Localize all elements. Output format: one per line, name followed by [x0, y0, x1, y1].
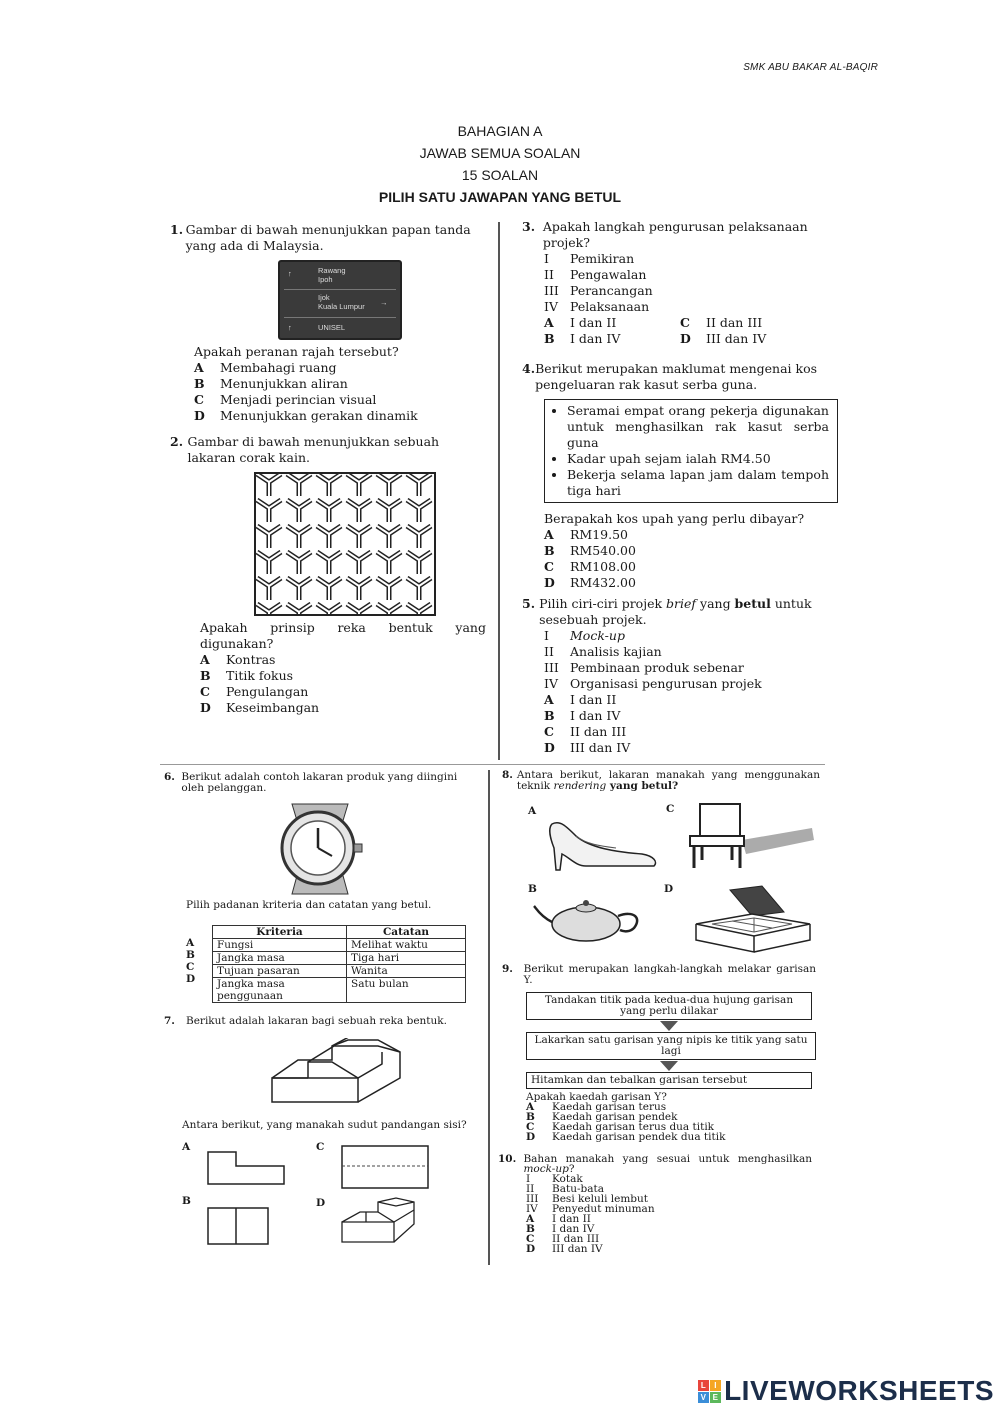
question-5	[522, 596, 838, 756]
q7-label-b: B	[182, 1195, 191, 1207]
q6-number: 6.	[164, 771, 175, 783]
q4-option-a[interactable]: A RM19.50	[544, 527, 628, 542]
q1-option-c[interactable]: C Menjadi perincian visual	[194, 392, 377, 407]
q1-option-d[interactable]: D Menunjukkan gerakan dinamik	[194, 408, 418, 423]
sign-line-3: Ijok	[318, 293, 330, 302]
header-line-2: JAWAB SEMUA SOALAN	[419, 145, 581, 161]
q1-question-block	[194, 344, 494, 424]
road-sign-image	[278, 260, 402, 340]
q10-item-1: I Kotak	[526, 1173, 583, 1185]
q8-label-b: B	[528, 883, 537, 895]
q10-option-b[interactable]: B I dan IV	[526, 1223, 595, 1235]
q8-text: Antara berikut, lakaran manakah yang menggunakan teknik rendering yang betul?	[516, 769, 820, 792]
q5-item-2: II Analisis kajian	[544, 644, 662, 659]
q7-option-b-image[interactable]	[206, 1206, 270, 1246]
question-3	[522, 219, 842, 347]
section-header	[0, 120, 1000, 208]
q2-text: Gambar di bawah menunjukkan sebuah lakaran corak kain.	[187, 434, 440, 465]
q9-text: Berikut merupakan langkah-langkah melakar garisan Y.	[523, 963, 816, 986]
q5-option-c[interactable]: C II dan III	[544, 724, 627, 739]
q10-option-c[interactable]: C II dan III	[526, 1233, 600, 1245]
q8-label-c: C	[666, 803, 675, 815]
q9-question: Apakah kaedah garisan Y?	[526, 1091, 667, 1103]
q3-option-d[interactable]: D III dan IV	[680, 331, 767, 346]
q10-option-a[interactable]: A I dan II	[526, 1213, 591, 1225]
liveworksheets-brand	[698, 1375, 994, 1407]
q8-label-a: A	[528, 805, 537, 817]
q7-label-a: A	[182, 1141, 191, 1153]
column-divider-top	[498, 222, 500, 760]
q3-item-2: II Pengawalan	[544, 267, 647, 282]
q2-option-d[interactable]: D Keseimbangan	[200, 700, 320, 715]
arrow-down-icon	[660, 1061, 678, 1071]
q6-row-b[interactable]: Jangka masa Tiga hari	[213, 952, 466, 965]
q4-bullet-1: • Seramai empat orang pekerja digunakan untuk menghasilkan rak kasut serba guna	[567, 403, 829, 451]
q5-number: 5.	[522, 596, 536, 611]
watch-image	[262, 800, 378, 896]
q5-item-3: III Pembinaan produk sebenar	[544, 660, 744, 675]
q3-item-4: IV Pelaksanaan	[544, 299, 650, 314]
q2-option-a[interactable]: A Kontras	[200, 652, 276, 667]
school-name: SMK ABU BAKAR AL-BAQIR	[743, 62, 878, 73]
q9-steps-flow	[526, 992, 812, 1089]
q2-question-block	[200, 620, 486, 716]
q7-text: Berikut adalah lakaran bagi sebuah reka bentuk.	[186, 1015, 447, 1027]
sign-line-1: Rawang	[318, 266, 346, 275]
q1-text: Gambar di bawah menunjukkan papan tanda yang ada di Malaysia.	[185, 222, 471, 253]
q6-col-catatan: Catatan	[347, 926, 466, 939]
q1-option-b[interactable]: B Menunjukkan aliran	[194, 376, 348, 391]
q4-info-box	[544, 399, 838, 503]
stairs-3d-image	[268, 1038, 408, 1106]
question-2	[170, 434, 488, 466]
liveworksheets-wordmark: LIVEWORKSHEETS	[724, 1375, 994, 1406]
q2-option-c[interactable]: C Pengulangan	[200, 684, 309, 699]
question-8	[502, 770, 820, 792]
q10-item-3: III Besi keluli lembut	[526, 1193, 648, 1205]
q2-number: 2.	[170, 434, 184, 449]
q9-step-1: Tandakan titik pada kedua-dua hujung garisan yang perlu dilakar	[526, 992, 812, 1020]
q7-number: 7.	[164, 1015, 175, 1027]
q5-option-d[interactable]: D III dan IV	[544, 740, 631, 755]
q8-option-d-box-image[interactable]	[692, 884, 814, 954]
sign-line-2: Ipoh	[318, 275, 333, 284]
q6-row-c[interactable]: Tujuan pasaran Wanita	[213, 965, 466, 978]
arrow-right-icon: →	[380, 298, 388, 307]
section-divider	[160, 764, 825, 765]
q3-item-1: I Pemikiran	[544, 251, 635, 266]
question-6	[164, 772, 469, 794]
q4-bullet-3: • Bekerja selama lapan jam dalam tempoh tiga hari	[567, 467, 829, 499]
q7-option-a-image[interactable]	[206, 1150, 286, 1186]
q3-text: Apakah langkah pengurusan pelaksanaan projek?	[542, 219, 808, 250]
q9-step-2: Lakarkan satu garisan yang nipis ke titik yang satu lagi	[526, 1032, 816, 1060]
question-10	[498, 1154, 812, 1254]
q8-option-b-teapot-image[interactable]	[530, 896, 650, 944]
q8-option-c-chair-image[interactable]	[686, 800, 816, 872]
q3-option-b[interactable]: B I dan IV	[544, 331, 621, 346]
q2-option-b[interactable]: B Titik fokus	[200, 668, 294, 683]
q6-table	[186, 925, 466, 1003]
q2-question: Apakah prinsip reka bentuk yang digunakan?	[200, 620, 486, 651]
q4-option-c[interactable]: C RM108.00	[544, 559, 636, 574]
q10-item-2: II Batu-bata	[526, 1183, 604, 1195]
q3-item-3: III Perancangan	[544, 283, 653, 298]
sign-line-5: UNISEL	[318, 323, 346, 332]
q4-number: 4.	[522, 361, 536, 376]
q7-label-d: D	[316, 1197, 326, 1209]
q6-row-d-label: D	[186, 973, 196, 985]
q9-option-d[interactable]: D Kaedah garisan pendek dua titik	[526, 1131, 726, 1143]
q6-row-c-label: C	[186, 961, 195, 973]
q1-option-a[interactable]: A Membahagi ruang	[194, 360, 337, 375]
header-line-1: BAHAGIAN A	[457, 123, 543, 139]
q10-text: Bahan manakah yang sesuai untuk menghasilkan mock-up?	[523, 1153, 812, 1175]
q5-item-1: I Mock-up	[544, 628, 625, 643]
arrow-down-icon	[660, 1021, 678, 1031]
q9-option-c[interactable]: C Kaedah garisan terus dua titik	[526, 1121, 715, 1133]
q4-option-b[interactable]: B RM540.00	[544, 543, 636, 558]
q9-option-a[interactable]: A Kaedah garisan terus	[526, 1101, 667, 1113]
question-4	[522, 361, 838, 591]
q5-option-a[interactable]: A I dan II	[544, 692, 617, 707]
q8-label-d: D	[664, 883, 674, 895]
q4-option-d[interactable]: D RM432.00	[544, 575, 636, 590]
arrow-up-icon: ↑	[288, 323, 292, 332]
q9-number: 9.	[502, 963, 513, 975]
q6-col-kriteria: Kriteria	[213, 926, 347, 939]
q9-question-block	[526, 1092, 816, 1142]
q1-number: 1.	[170, 222, 184, 237]
question-9	[502, 964, 816, 986]
q7-question: Antara berikut, yang manakah sudut pandangan sisi?	[182, 1119, 467, 1131]
q7-option-c-image[interactable]	[340, 1144, 430, 1190]
q5-item-4: IV Organisasi pengurusan projek	[544, 676, 762, 691]
q4-text: Berikut merupakan maklumat mengenai kos pengeluaran rak kasut serba guna.	[535, 361, 818, 392]
q6-row-d[interactable]: Jangka masa penggunaan Satu bulan	[213, 978, 466, 1003]
question-1	[170, 222, 488, 254]
q1-question: Apakah peranan rajah tersebut?	[194, 344, 399, 359]
column-divider-bottom	[488, 770, 490, 1265]
q5-option-b[interactable]: B I dan IV	[544, 708, 621, 723]
header-line-4: PILIH SATU JAWAPAN YANG BETUL	[378, 189, 622, 205]
q3-option-a[interactable]: A I dan II	[544, 315, 617, 330]
liveworksheets-logo-icon: L I V E	[698, 1380, 721, 1403]
q7-label-c: C	[316, 1141, 325, 1153]
q3-number: 3.	[522, 219, 536, 234]
q10-number: 10.	[498, 1153, 517, 1165]
q5-text: Pilih ciri-ciri projek brief yang betul untuk sesebuah projek.	[539, 596, 812, 627]
q3-option-c[interactable]: C II dan III	[680, 315, 763, 330]
fabric-pattern-image	[254, 472, 436, 616]
q6-question: Pilih padanan kriteria dan catatan yang betul.	[186, 899, 432, 911]
q9-option-b[interactable]: B Kaedah garisan pendek	[526, 1111, 678, 1123]
question-7	[164, 1016, 468, 1027]
q6-text: Berikut adalah contoh lakaran produk yang diingini oleh pelanggan.	[181, 771, 458, 794]
q7-option-d-image[interactable]	[338, 1196, 418, 1250]
q9-step-3: Hitamkan dan tebalkan garisan tersebut	[526, 1072, 812, 1089]
q6-row-b-label: B	[186, 949, 195, 961]
sign-line-4: Kuala Lumpur	[318, 302, 365, 311]
q10-option-d[interactable]: D III dan IV	[526, 1243, 603, 1255]
q8-number: 8.	[502, 769, 513, 781]
q6-row-a[interactable]: Fungsi Melihat waktu	[213, 939, 466, 952]
q10-item-4: IV Penyedut minuman	[526, 1203, 655, 1215]
q4-bullet-2: • Kadar upah sejam ialah RM4.50	[567, 451, 829, 467]
arrow-up-icon: ↑	[288, 269, 292, 278]
q8-option-a-shoe-image[interactable]	[546, 818, 660, 872]
q6-row-a-label: A	[186, 937, 195, 949]
header-line-3: 15 SOALAN	[461, 167, 539, 183]
q4-question: Berapakah kos upah yang perlu dibayar?	[544, 511, 805, 526]
